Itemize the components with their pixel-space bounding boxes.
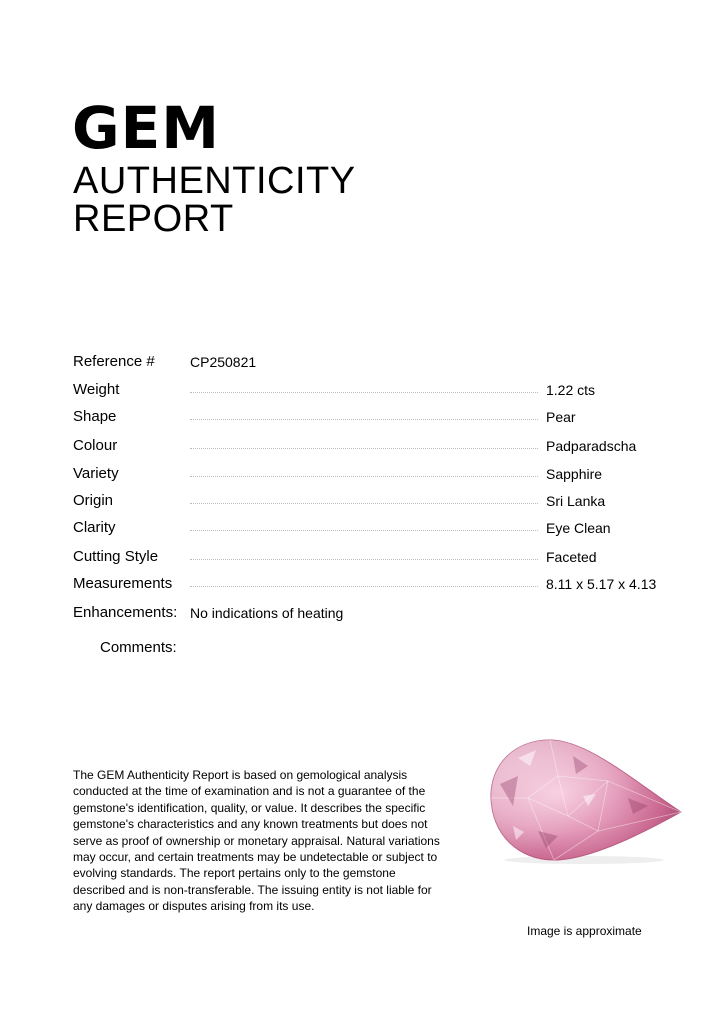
dotted-leader xyxy=(190,530,538,531)
image-caption: Image is approximate xyxy=(527,924,642,938)
disclaimer-text: The GEM Authenticity Report is based on gemological analysis conducted at the time of examination and is not a guarantee of the gemstone's identification, quality, or value. It describes the specific gemstone's characteristics and any known treatments but does not serve as proof of ownership or monetary appraisal. Natural variations may occur, and certain treatments may be undetectable or subject to evolving standards. The report pertains only to the gemstone described and is non-transferable. The issuing entity is not liable for any damages or disputes arising from its use. xyxy=(73,768,440,914)
dotted-leader xyxy=(190,448,538,449)
subtitle-line-authenticity: AUTHENTICITY xyxy=(73,160,356,202)
dotted-leader xyxy=(190,392,538,393)
field-value: Sri Lanka xyxy=(546,493,606,509)
reference-row xyxy=(73,352,673,376)
subtitle-line-report: REPORT xyxy=(73,198,234,240)
reference-label: Reference # xyxy=(73,353,155,370)
pear-gemstone-image xyxy=(488,736,684,866)
field-value: 1.22 cts xyxy=(546,382,596,398)
field-label: Weight xyxy=(73,381,120,398)
field-row-origin xyxy=(73,491,673,515)
field-value: Eye Clean xyxy=(546,520,611,536)
field-row-weight xyxy=(73,380,673,404)
field-row-measurements xyxy=(73,574,673,598)
dotted-leader xyxy=(190,476,538,477)
comments-label: Comments: xyxy=(100,639,177,656)
field-value: Padparadscha xyxy=(546,438,637,454)
field-label: Cutting Style xyxy=(73,548,159,565)
field-label: Origin xyxy=(73,492,114,509)
dotted-leader xyxy=(190,503,538,504)
field-row-colour xyxy=(73,436,673,460)
dotted-leader xyxy=(190,559,538,560)
dotted-leader xyxy=(190,586,538,587)
field-value: Pear xyxy=(546,409,576,425)
field-label: Measurements xyxy=(73,575,173,592)
field-value: Sapphire xyxy=(546,466,603,482)
field-value: Faceted xyxy=(546,549,597,565)
reference-value: CP250821 xyxy=(190,354,257,370)
enhancements-row xyxy=(73,603,673,627)
field-label: Shape xyxy=(73,408,117,425)
enhancements-label: Enhancements: xyxy=(73,604,178,621)
field-row-cutting-style xyxy=(73,547,673,571)
field-row-clarity xyxy=(73,518,673,542)
field-label: Clarity xyxy=(73,519,116,536)
report-subtitle xyxy=(73,162,356,238)
field-row-variety xyxy=(73,464,673,488)
field-row-shape xyxy=(73,407,673,431)
field-value: 8.11 x 5.17 x 4.13 xyxy=(546,576,657,592)
enhancements-value: No indications of heating xyxy=(190,605,344,621)
report-title: GEM xyxy=(72,94,220,162)
dotted-leader xyxy=(190,419,538,420)
field-label: Colour xyxy=(73,437,118,454)
field-label: Variety xyxy=(73,465,119,482)
